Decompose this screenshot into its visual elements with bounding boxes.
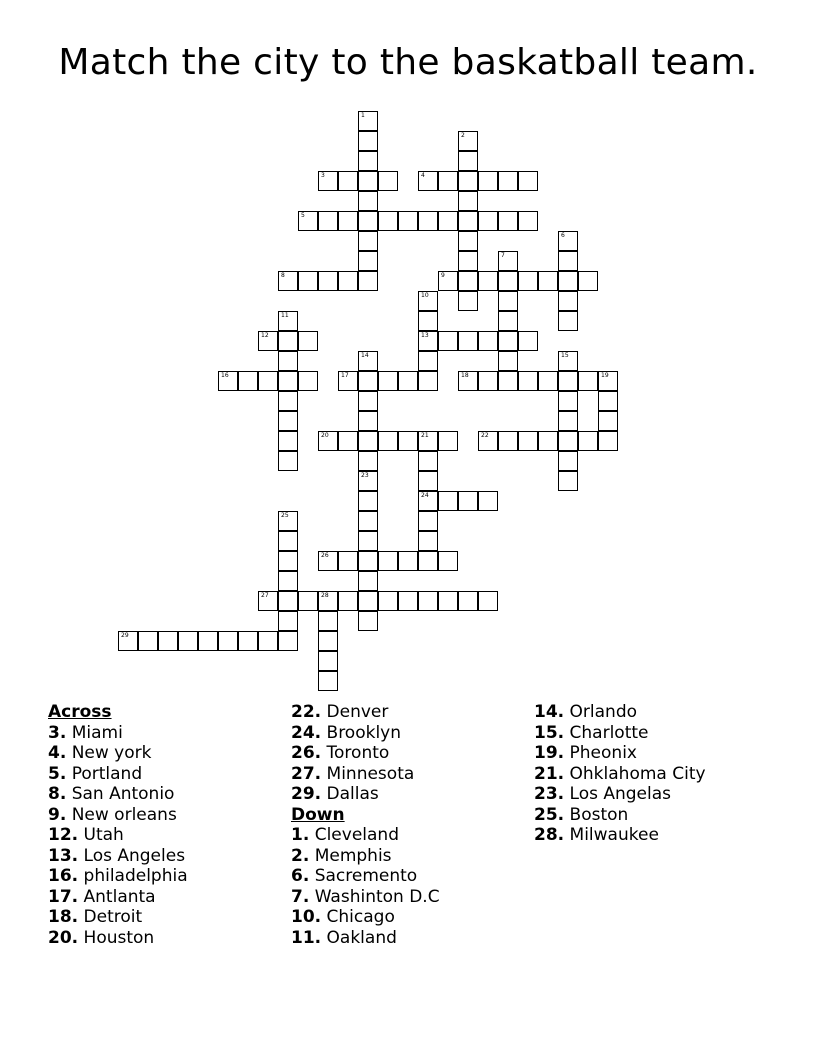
cell-number: 12	[261, 332, 269, 339]
crossword-cell[interactable]	[478, 211, 498, 231]
crossword-cell[interactable]	[338, 171, 358, 191]
crossword-cell[interactable]	[258, 331, 278, 351]
crossword-cell[interactable]	[278, 351, 298, 371]
crossword-cell[interactable]	[578, 371, 598, 391]
crossword-cell[interactable]	[438, 431, 458, 451]
crossword-cell[interactable]	[338, 431, 358, 451]
crossword-cell[interactable]	[358, 191, 378, 211]
crossword-cell[interactable]	[318, 631, 338, 651]
clue-across-18: 18. Detroit	[48, 907, 143, 927]
crossword-cell[interactable]	[498, 271, 518, 291]
crossword-cell[interactable]	[278, 391, 298, 411]
crossword-cell[interactable]	[358, 231, 378, 251]
crossword-cell[interactable]	[318, 651, 338, 671]
cell-number: 13	[421, 332, 429, 339]
crossword-cell[interactable]	[378, 211, 398, 231]
crossword-cell[interactable]	[278, 591, 298, 611]
cell-number: 6	[561, 232, 565, 239]
crossword-cell[interactable]	[418, 511, 438, 531]
crossword-cell[interactable]	[358, 591, 378, 611]
crossword-cell[interactable]	[278, 551, 298, 571]
clue-down-11: 11. Oakland	[291, 927, 397, 948]
crossword-cell[interactable]	[298, 211, 318, 231]
clue-down-6: 6. Sacremento	[291, 866, 418, 886]
crossword-cell[interactable]	[358, 391, 378, 411]
crossword-cell[interactable]	[518, 331, 538, 351]
clue-across-9: 9. New orleans	[48, 804, 177, 825]
crossword-cell[interactable]	[558, 311, 578, 331]
clue-across-27: 27. Minnesota	[291, 763, 415, 784]
crossword-cell[interactable]	[518, 371, 538, 391]
crossword-cell[interactable]	[358, 431, 378, 451]
crossword-cell[interactable]	[498, 351, 518, 371]
clue-down-19: 19. Pheonix	[534, 743, 637, 763]
crossword-cell[interactable]	[558, 411, 578, 431]
crossword-cell[interactable]	[138, 631, 158, 651]
crossword-cell[interactable]	[438, 171, 458, 191]
crossword-cell[interactable]	[278, 611, 298, 631]
crossword-cell[interactable]	[398, 431, 418, 451]
cell-number: 21	[421, 432, 429, 439]
clue-down-7: 7. Washinton D.C	[291, 886, 440, 907]
crossword-cell[interactable]	[298, 591, 318, 611]
cell-number: 23	[361, 472, 369, 479]
cell-number: 7	[501, 252, 505, 259]
crossword-cell[interactable]	[418, 531, 438, 551]
crossword-cell[interactable]	[458, 231, 478, 251]
crossword-cell[interactable]	[538, 271, 558, 291]
clue-column-1	[48, 702, 188, 948]
crossword-cell[interactable]	[218, 631, 238, 651]
crossword-cell[interactable]	[558, 471, 578, 491]
crossword-cell[interactable]	[378, 551, 398, 571]
crossword-cell[interactable]	[438, 211, 458, 231]
crossword-cell[interactable]	[558, 291, 578, 311]
clue-down-23: 23. Los Angelas	[534, 784, 672, 804]
clue-across-5: 5. Portland	[48, 763, 143, 784]
crossword-cell[interactable]	[198, 631, 218, 651]
crossword-cell[interactable]	[238, 371, 258, 391]
crossword-cell[interactable]	[398, 211, 418, 231]
crossword-cell[interactable]	[418, 331, 438, 351]
clue-across-4: 4. New york	[48, 743, 152, 763]
clue-down-14: 14. Orlando	[534, 702, 638, 722]
across-heading: Across	[48, 702, 112, 722]
crossword-cell[interactable]	[358, 551, 378, 571]
crossword-cell[interactable]	[358, 111, 378, 131]
cell-number: 28	[321, 592, 329, 599]
crossword-cell[interactable]	[318, 431, 338, 451]
cell-number: 24	[421, 492, 429, 499]
crossword-cell[interactable]	[358, 211, 378, 231]
crossword-cell[interactable]	[418, 171, 438, 191]
crossword-cell[interactable]	[458, 191, 478, 211]
crossword-cell[interactable]	[158, 631, 178, 651]
crossword-cell[interactable]	[418, 371, 438, 391]
crossword-cell[interactable]	[558, 391, 578, 411]
crossword-cell[interactable]	[358, 511, 378, 531]
crossword-cell[interactable]	[498, 311, 518, 331]
crossword-cell[interactable]	[358, 571, 378, 591]
crossword-cell[interactable]	[218, 371, 238, 391]
crossword-cell[interactable]	[278, 531, 298, 551]
crossword-cell[interactable]	[518, 171, 538, 191]
crossword-cell[interactable]	[558, 371, 578, 391]
crossword-cell[interactable]	[418, 591, 438, 611]
crossword-cell[interactable]	[438, 331, 458, 351]
clue-column-2	[291, 702, 440, 948]
crossword-cell[interactable]	[278, 631, 298, 651]
crossword-cell[interactable]	[518, 271, 538, 291]
cell-number: 18	[461, 372, 469, 379]
crossword-cell[interactable]	[358, 611, 378, 631]
cell-number: 8	[281, 272, 285, 279]
crossword-cell[interactable]	[358, 491, 378, 511]
clue-across-3: 3. Miami	[48, 722, 123, 743]
crossword-cell[interactable]	[418, 291, 438, 311]
crossword-cell[interactable]	[498, 251, 518, 271]
crossword-cell[interactable]	[358, 471, 378, 491]
crossword-cell[interactable]	[358, 371, 378, 391]
crossword-cell[interactable]	[378, 171, 398, 191]
crossword-cell[interactable]	[258, 371, 278, 391]
clue-down-21: 21. Ohklahoma City	[534, 763, 706, 784]
crossword-cell[interactable]	[458, 251, 478, 271]
cell-number: 2	[461, 132, 465, 139]
crossword-cell[interactable]	[358, 251, 378, 271]
crossword-cell[interactable]	[478, 331, 498, 351]
crossword-cell[interactable]	[458, 291, 478, 311]
crossword-cell[interactable]	[438, 271, 458, 291]
crossword-cell[interactable]	[258, 591, 278, 611]
crossword-cell[interactable]	[418, 211, 438, 231]
crossword-cell[interactable]	[318, 591, 338, 611]
clue-down-25: 25. Boston	[534, 804, 629, 825]
cell-number: 15	[561, 352, 569, 359]
crossword-cell[interactable]	[278, 371, 298, 391]
cell-number: 5	[301, 212, 305, 219]
crossword-cell[interactable]	[418, 431, 438, 451]
crossword-cell[interactable]	[578, 271, 598, 291]
crossword-cell[interactable]	[258, 631, 278, 651]
crossword-cell[interactable]	[418, 491, 438, 511]
clue-down-15: 15. Charlotte	[534, 722, 649, 743]
crossword-cell[interactable]	[458, 131, 478, 151]
cell-number: 17	[341, 372, 349, 379]
clue-across-26: 26. Toronto	[291, 743, 390, 763]
crossword-cell[interactable]	[298, 371, 318, 391]
crossword-cell[interactable]	[418, 351, 438, 371]
crossword-cell[interactable]	[318, 551, 338, 571]
crossword-cell[interactable]	[278, 331, 298, 351]
crossword-cell[interactable]	[298, 331, 318, 351]
cell-number: 9	[441, 272, 445, 279]
crossword-cell[interactable]	[378, 431, 398, 451]
crossword-cell[interactable]	[338, 551, 358, 571]
crossword-cell[interactable]	[558, 351, 578, 371]
cell-number: 4	[421, 172, 425, 179]
crossword-cell[interactable]	[498, 291, 518, 311]
crossword-cell[interactable]	[318, 271, 338, 291]
down-heading: Down	[291, 804, 345, 825]
crossword-cell[interactable]	[358, 531, 378, 551]
cell-number: 1	[361, 112, 365, 119]
crossword-cell[interactable]	[478, 431, 498, 451]
crossword-cell[interactable]	[478, 271, 498, 291]
crossword-cell[interactable]	[458, 211, 478, 231]
cell-number: 16	[221, 372, 229, 379]
crossword-cell[interactable]	[318, 671, 338, 691]
crossword-cell[interactable]	[478, 491, 498, 511]
clue-across-12: 12. Utah	[48, 825, 124, 845]
crossword-cell[interactable]	[418, 311, 438, 331]
crossword-cell[interactable]	[378, 371, 398, 391]
crossword-cell[interactable]	[378, 591, 398, 611]
crossword-cell[interactable]	[358, 451, 378, 471]
cell-number: 11	[281, 312, 289, 319]
crossword-cell[interactable]	[358, 151, 378, 171]
clue-down-28: 28. Milwaukee	[534, 825, 659, 845]
crossword-cell[interactable]	[578, 431, 598, 451]
crossword-cell[interactable]	[478, 591, 498, 611]
crossword-cell[interactable]	[318, 611, 338, 631]
clue-across-22: 22. Denver	[291, 702, 389, 722]
crossword-cell[interactable]	[278, 451, 298, 471]
cell-number: 27	[261, 592, 269, 599]
crossword-cell[interactable]	[118, 631, 138, 651]
crossword-cell[interactable]	[498, 431, 518, 451]
crossword-cell[interactable]	[498, 171, 518, 191]
crossword-cell[interactable]	[518, 211, 538, 231]
crossword-cell[interactable]	[438, 551, 458, 571]
crossword-cell[interactable]	[398, 371, 418, 391]
crossword-cell[interactable]	[358, 411, 378, 431]
crossword-cell[interactable]	[558, 251, 578, 271]
crossword-cell[interactable]	[458, 271, 478, 291]
crossword-cell[interactable]	[438, 591, 458, 611]
crossword-cell[interactable]	[538, 431, 558, 451]
clue-across-24: 24. Brooklyn	[291, 722, 402, 743]
page-title: Match the city to the baskatball team.	[58, 42, 758, 83]
crossword-cell[interactable]	[398, 551, 418, 571]
crossword-cell[interactable]	[358, 131, 378, 151]
crossword-cell[interactable]	[598, 391, 618, 411]
clue-down-10: 10. Chicago	[291, 907, 395, 927]
clue-across-17: 17. Antlanta	[48, 886, 156, 907]
crossword-cell[interactable]	[278, 411, 298, 431]
clue-across-20: 20. Houston	[48, 927, 155, 948]
crossword-cell[interactable]	[458, 491, 478, 511]
crossword-cell[interactable]	[478, 371, 498, 391]
crossword-cell[interactable]	[498, 331, 518, 351]
crossword-cell[interactable]	[598, 371, 618, 391]
crossword-cell[interactable]	[398, 591, 418, 611]
crossword-cell[interactable]	[558, 231, 578, 251]
crossword-cell[interactable]	[418, 471, 438, 491]
clue-across-16: 16. philadelphia	[48, 866, 188, 886]
clue-down-1: 1. Cleveland	[291, 825, 399, 845]
crossword-cell[interactable]	[458, 171, 478, 191]
cell-number: 10	[421, 292, 429, 299]
crossword-cell[interactable]	[478, 171, 498, 191]
crossword-cell[interactable]	[338, 371, 358, 391]
crossword-cell[interactable]	[558, 451, 578, 471]
crossword-cell[interactable]	[358, 351, 378, 371]
crossword-cell[interactable]	[338, 211, 358, 231]
crossword-cell[interactable]	[238, 631, 258, 651]
crossword-cell[interactable]	[278, 571, 298, 591]
crossword-cell[interactable]	[358, 271, 378, 291]
crossword-cell[interactable]	[278, 271, 298, 291]
crossword-cell[interactable]	[458, 331, 478, 351]
crossword-cell[interactable]	[418, 551, 438, 571]
crossword-cell[interactable]	[298, 271, 318, 291]
crossword-cell[interactable]	[318, 211, 338, 231]
cell-number: 14	[361, 352, 369, 359]
clue-across-8: 8. San Antonio	[48, 784, 175, 804]
crossword-cell[interactable]	[458, 591, 478, 611]
crossword-cell[interactable]	[278, 311, 298, 331]
cell-number: 26	[321, 552, 329, 559]
crossword-cell[interactable]	[338, 591, 358, 611]
crossword-cell[interactable]	[358, 171, 378, 191]
crossword-cell[interactable]	[558, 431, 578, 451]
cell-number: 22	[481, 432, 489, 439]
crossword-cell[interactable]	[498, 211, 518, 231]
crossword-cell[interactable]	[598, 411, 618, 431]
crossword-cell[interactable]	[538, 371, 558, 391]
cell-number: 20	[321, 432, 329, 439]
crossword-cell[interactable]	[458, 371, 478, 391]
crossword-cell[interactable]	[318, 171, 338, 191]
crossword-cell[interactable]	[438, 491, 458, 511]
cell-number: 25	[281, 512, 289, 519]
crossword-cell[interactable]	[518, 431, 538, 451]
cell-number: 3	[321, 172, 325, 179]
cell-number: 29	[121, 632, 129, 639]
crossword-cell[interactable]	[278, 511, 298, 531]
crossword-cell[interactable]	[338, 271, 358, 291]
crossword-cell[interactable]	[178, 631, 198, 651]
crossword-cell[interactable]	[418, 451, 438, 471]
crossword-cell[interactable]	[498, 371, 518, 391]
clue-down-2: 2. Memphis	[291, 845, 392, 866]
crossword-cell[interactable]	[278, 431, 298, 451]
crossword-cell[interactable]	[458, 151, 478, 171]
clue-column-3	[534, 702, 706, 846]
crossword-cell[interactable]	[558, 271, 578, 291]
clue-across-29: 29. Dallas	[291, 784, 379, 804]
clue-across-13: 13. Los Angeles	[48, 845, 186, 866]
crossword-cell[interactable]	[598, 431, 618, 451]
cell-number: 19	[601, 372, 609, 379]
